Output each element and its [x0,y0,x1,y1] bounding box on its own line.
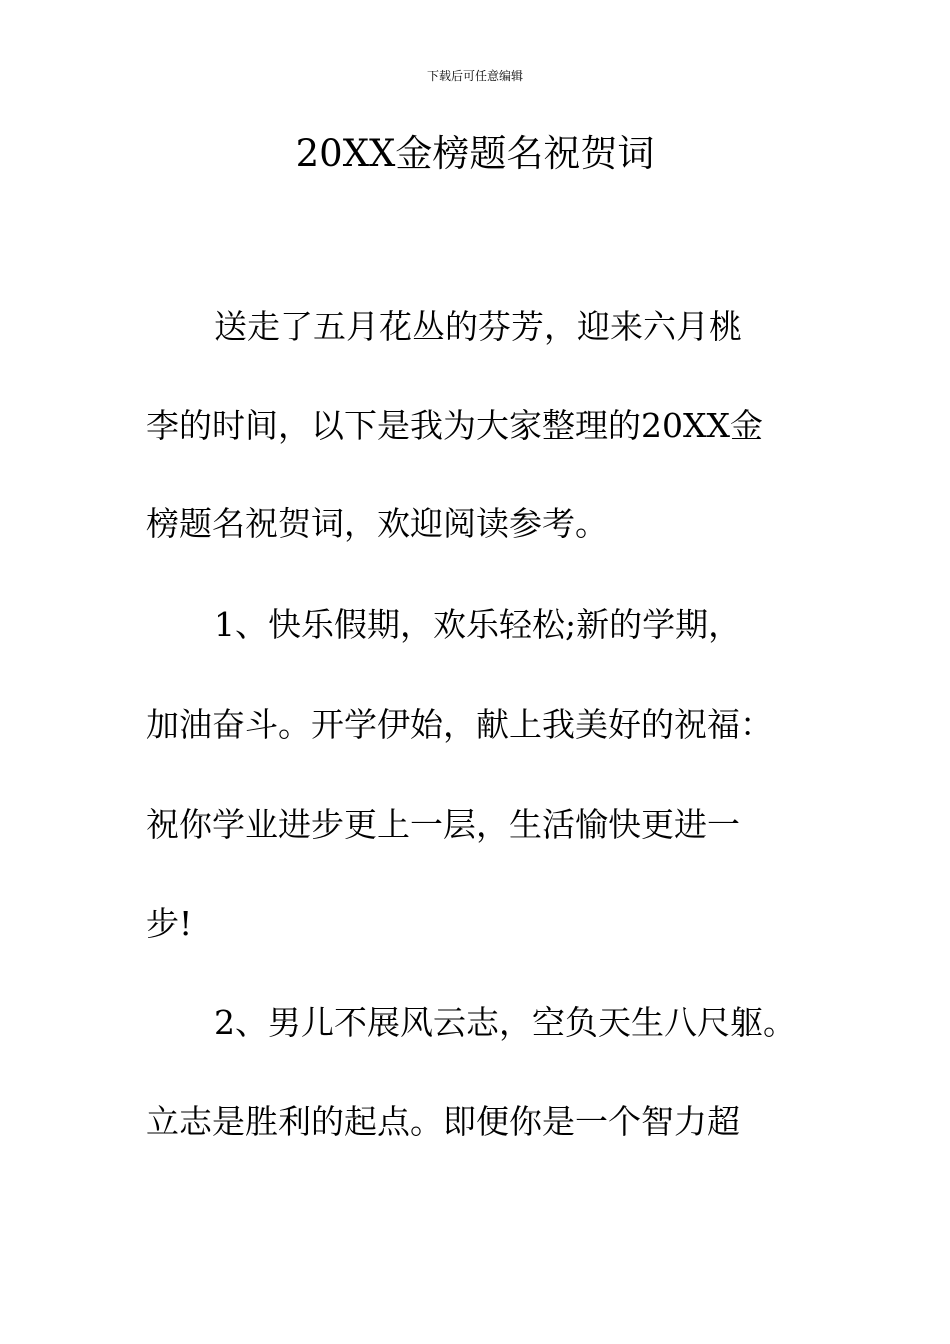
header-note: 下载后可任意编辑 [426,69,523,83]
paragraph-line: 榜题名祝贺词，欢迎阅读参考。 [146,504,608,543]
paragraph-line: 2、男儿不展风云志，空负天生八尺躯。 [214,1003,796,1042]
paragraph-line: 送走了五月花丛的芬芳，迎来六月桃 [214,307,742,346]
paragraph-line: 李的时间，以下是我为大家整理的20XX金 [146,406,763,445]
paragraph-line: 立志是胜利的起点。即便你是一个智力超 [146,1102,740,1141]
paragraph-line: 加油奋斗。开学伊始，献上我美好的祝福： [146,705,773,744]
paragraph-line: 步! [146,904,193,943]
paragraph-line: 1、快乐假期，欢乐轻松;新的学期， [214,605,742,644]
document-title: 20XX金榜题名祝贺词 [295,132,655,175]
paragraph-line: 祝你学业进步更上一层，生活愉快更进一 [146,805,740,844]
